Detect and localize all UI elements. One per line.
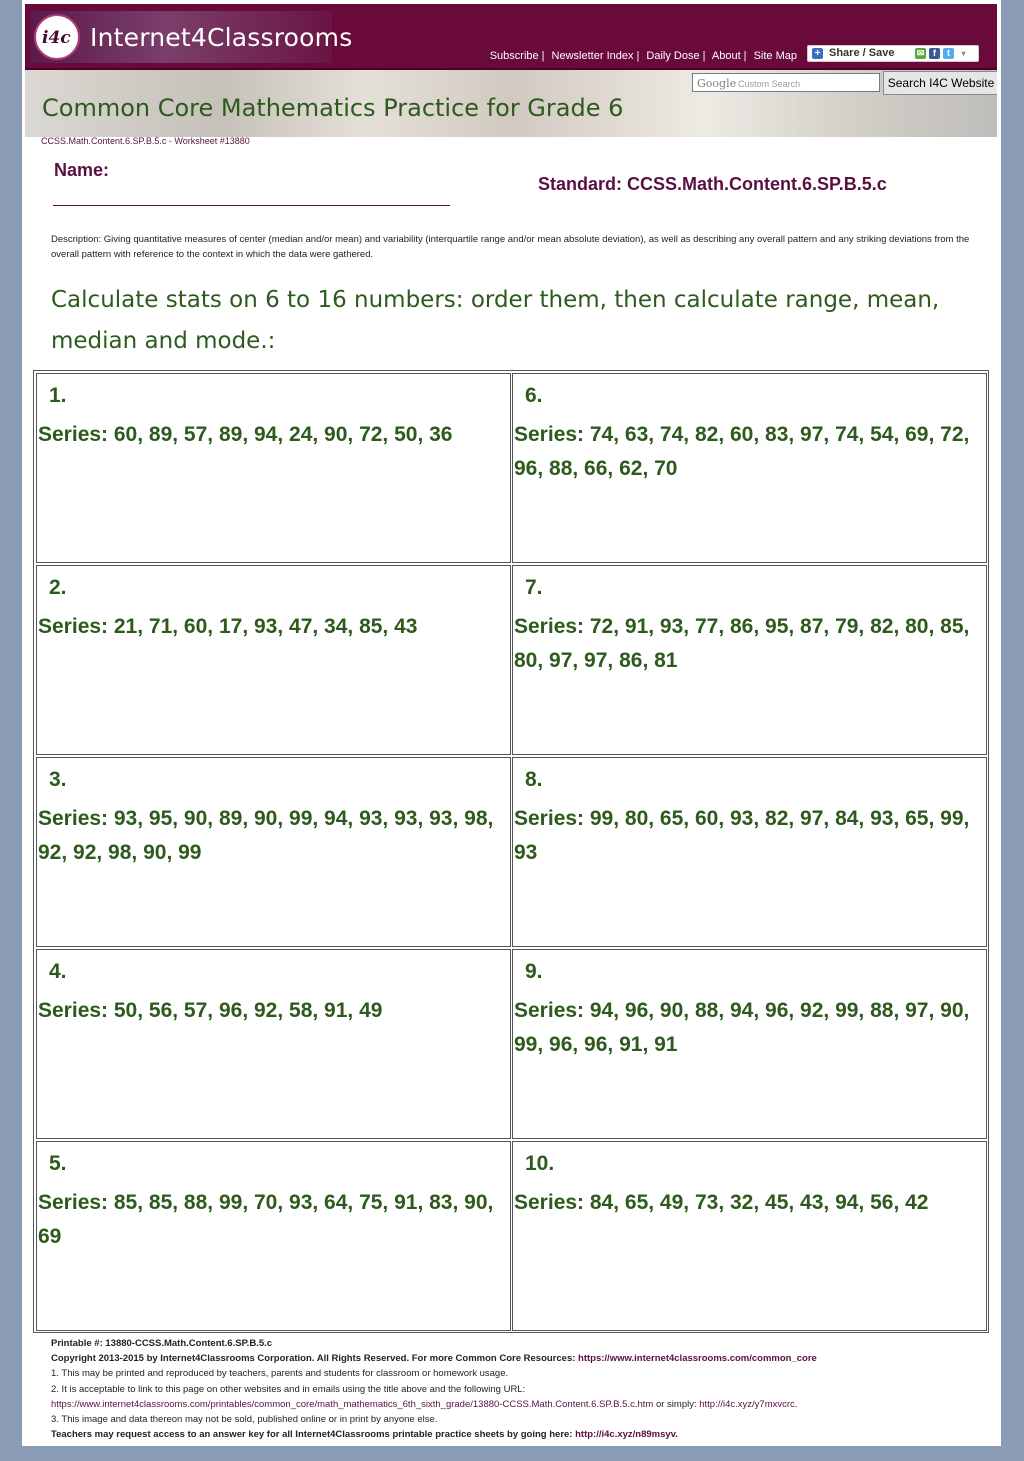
- usage-note-3: 3. This image and data thereon may not be sold, published online or in print by anyone else.: [51, 1414, 438, 1426]
- problem-series: Series: 21, 71, 60, 17, 93, 47, 34, 85, 43: [38, 615, 418, 638]
- problem-number: 3.: [49, 768, 67, 791]
- problem-cell: [36, 757, 511, 947]
- problem-cell: [36, 1141, 511, 1331]
- facebook-icon[interactable]: f: [929, 48, 940, 59]
- usage-note-1: 1. This may be printed and reproduced by teachers, parents and students for classroom or homework usage.: [51, 1368, 509, 1380]
- problem-number: 8.: [525, 768, 543, 791]
- problem-number: 9.: [525, 960, 543, 983]
- share-save-button[interactable]: [807, 45, 979, 62]
- problem-cell: [512, 373, 987, 563]
- answer-key-link[interactable]: http://i4c.xyz/n89msyv: [575, 1429, 676, 1441]
- problem-series: Series: 99, 80, 65, 60, 93, 82, 97, 84, 93, 65, 99, 93: [514, 807, 970, 864]
- hero-banner: [25, 70, 997, 137]
- problem-series: Series: 94, 96, 90, 88, 94, 96, 92, 99, 88, 97, 90, 99, 96, 96, 91, 91: [514, 999, 970, 1056]
- url-line: https://www.internet4classrooms.com/printables/common_core/math_mathematics_6th_sixth_grade/13880-CCSS.Math.Content.6.SP.B.5.c.htm or simply: http://i4c.xyz/y7mxvcrc.: [51, 1398, 798, 1410]
- problem-series: Series: 74, 63, 74, 82, 60, 83, 97, 74, 54, 69, 72, 96, 88, 66, 62, 70: [514, 423, 970, 480]
- problem-cell: [512, 757, 987, 947]
- instructions: Calculate stats on 6 to 16 numbers: order them, then calculate range, mean, median and mode.:: [51, 287, 940, 354]
- top-nav: Subscribe | Newsletter Index | Daily Dose | About | Site Map: [489, 50, 797, 62]
- email-icon[interactable]: ✉: [916, 48, 925, 58]
- problem-cell: [36, 949, 511, 1139]
- site-logo[interactable]: [30, 11, 353, 63]
- problem-grid: [33, 370, 989, 1333]
- share-plus-icon: +: [812, 48, 823, 59]
- problem-cell: [512, 1141, 987, 1331]
- search-placeholder: Custom Search: [738, 79, 801, 89]
- short-url-link[interactable]: http://i4c.xyz/y7mxvcrc: [699, 1398, 795, 1410]
- dropdown-icon[interactable]: ▾: [958, 48, 969, 59]
- problem-series: Series: 93, 95, 90, 89, 90, 99, 94, 93, 93, 93, 98, 92, 92, 98, 90, 99: [38, 807, 494, 864]
- nav-subscribe[interactable]: Subscribe: [489, 50, 539, 62]
- google-logo: Google: [697, 77, 737, 90]
- problem-number: 6.: [525, 384, 543, 407]
- problem-number: 2.: [49, 576, 67, 599]
- logo-mark: i4c: [34, 14, 80, 60]
- answer-key-text: Teachers may request access to an answer key for all Internet4Classrooms printable practice sheets by going here:: [51, 1429, 573, 1441]
- problem-cell: [512, 949, 987, 1139]
- problem-series: Series: 85, 85, 88, 99, 70, 93, 64, 75, 91, 83, 90, 69: [38, 1191, 494, 1248]
- standard-label: Standard: CCSS.Math.Content.6.SP.B.5.c: [538, 174, 887, 194]
- copyright-text: Copyright 2013-2015 by Internet4Classrooms Corporation. All Rights Reserved. For more Common Core Resources:: [51, 1353, 576, 1365]
- worksheet-page: [22, 0, 1001, 1446]
- problem-number: 10.: [525, 1152, 555, 1175]
- problem-number: 7.: [525, 576, 543, 599]
- worksheet-url-link[interactable]: https://www.internet4classrooms.com/printables/common_core/math_mathematics_6th_sixth_grade/13880-CCSS.Math.Content.6.SP.B.5.c.htm: [51, 1398, 654, 1410]
- problem-number: 1.: [49, 384, 67, 407]
- problem-cell: [512, 565, 987, 755]
- name-label: Name:: [54, 160, 110, 180]
- copyright-line: [51, 1351, 991, 1366]
- page-title: Common Core Mathematics Practice for Grade 6: [42, 94, 624, 122]
- problem-number: 5.: [49, 1152, 67, 1175]
- problem-cell: [36, 373, 511, 563]
- site-header: [25, 4, 997, 70]
- url-or-text: or simply:: [653, 1398, 700, 1410]
- common-core-link[interactable]: https://www.internet4classrooms.com/common_core: [578, 1353, 817, 1365]
- answer-key-line: Teachers may request access to an answer key for all Internet4Classrooms printable practice sheets by going here: http://i4c.xyz/n89msyv.: [51, 1429, 678, 1441]
- problem-series: Series: 50, 56, 57, 96, 92, 58, 91, 49: [38, 999, 383, 1022]
- share-label: Share / Save: [829, 47, 895, 59]
- problem-series: Series: 84, 65, 49, 73, 32, 45, 43, 94, 56, 42: [514, 1191, 929, 1214]
- search-input[interactable]: [692, 73, 880, 92]
- twitter-icon[interactable]: t: [943, 48, 954, 59]
- nav-daily-dose[interactable]: Daily Dose: [646, 50, 700, 62]
- problem-number: 4.: [49, 960, 67, 983]
- name-line: [53, 205, 450, 206]
- logo-text: Internet4Classrooms: [90, 23, 353, 52]
- nav-site-map[interactable]: Site Map: [753, 50, 797, 62]
- worksheet-id: CCSS.Math.Content.6.SP.B.5.c - Worksheet #13880: [41, 136, 250, 146]
- printable-number: Printable #: 13880-CCSS.Math.Content.6.SP.B.5.c: [51, 1338, 273, 1349]
- nav-newsletter-index[interactable]: Newsletter Index: [551, 50, 634, 62]
- description: Description: Giving quantitative measures of center (median and/or mean) and variability (interquartile range and/or mean absolute deviation), as well as describing any overall pattern and any striking deviations from the overall pattern with reference to the context in which the data were gathered.: [51, 234, 970, 260]
- search-button[interactable]: Search I4C Website: [883, 71, 997, 95]
- nav-about[interactable]: About: [711, 50, 741, 62]
- problem-series: Series: 60, 89, 57, 89, 94, 24, 90, 72, 50, 36: [38, 423, 453, 446]
- problem-cell: [36, 565, 511, 755]
- usage-note-2: 2. It is acceptable to link to this page on other websites and in emails using the title above and the following URL:: [51, 1383, 526, 1395]
- problem-series: Series: 72, 91, 93, 77, 86, 95, 87, 79, 82, 80, 85, 80, 97, 97, 86, 81: [514, 615, 970, 672]
- footer: [51, 1336, 991, 1442]
